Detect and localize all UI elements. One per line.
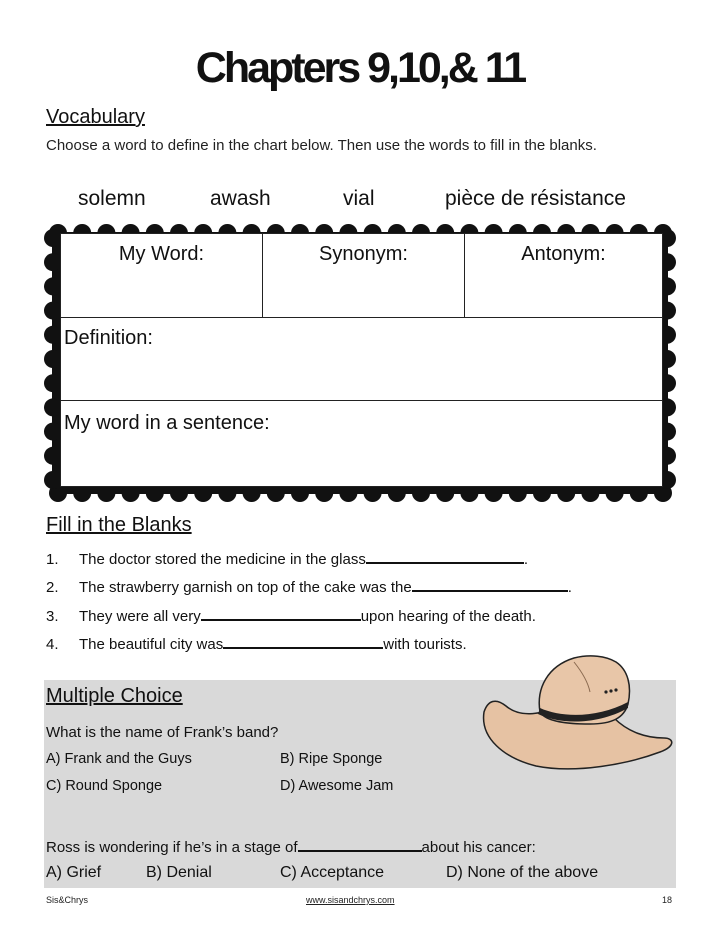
mc-option: D) Awesome Jam xyxy=(280,778,394,794)
mc-question-1: What is the name of Frank’s band? xyxy=(46,724,279,741)
vocab-word: solemn xyxy=(78,187,146,210)
multiple-choice-heading: Multiple Choice xyxy=(46,685,183,707)
mc-option: B) Ripe Sponge xyxy=(280,751,383,767)
footer-left: Sis&Chrys xyxy=(46,895,89,905)
vocab-word: pièce de résistance xyxy=(445,187,626,210)
mc-option: C) Round Sponge xyxy=(46,778,163,794)
answer-blank xyxy=(298,836,422,852)
footer-website-link[interactable]: www.sisandchrys.com xyxy=(306,895,395,905)
mc-option: B) Denial xyxy=(146,864,212,881)
vocab-word: awash xyxy=(210,187,271,210)
answer-blank xyxy=(412,576,568,592)
page-number: 18 xyxy=(662,895,673,905)
fill-blank-item: 2. The strawberry garnish on top of the cake was the . xyxy=(46,576,572,596)
chart-sentence-label: My word in a sentence: xyxy=(64,412,270,434)
mc-option: C) Acceptance xyxy=(280,864,385,881)
vocabulary-heading: Vocabulary xyxy=(46,106,145,128)
mc-question-2: Ross is wondering if he’s in a stage of about his cancer: xyxy=(46,836,536,856)
answer-blank xyxy=(366,548,524,564)
cowboy-hat-icon xyxy=(478,652,676,770)
chart-my-word-label: My Word: xyxy=(118,243,205,265)
answer-blank xyxy=(201,605,361,621)
fill-blank-item: 1. The doctor stored the medicine in the glass . xyxy=(46,548,528,568)
page-title: Chapters 9,10,& 11 xyxy=(195,44,525,92)
chart-synonym-label: Synonym: xyxy=(319,243,408,265)
fill-blanks-heading: Fill in the Blanks xyxy=(46,514,192,536)
vocab-word: vial xyxy=(343,187,375,210)
answer-blank xyxy=(223,633,383,649)
mc-option: D) None of the above xyxy=(446,864,599,881)
chart-antonym-label: Antonym: xyxy=(521,243,606,265)
mc-option: A) Grief xyxy=(46,864,102,881)
mc-option: A) Frank and the Guys xyxy=(46,751,192,767)
vocabulary-chart xyxy=(60,233,663,487)
fill-blank-item: 3. They were all very upon hearing of the death. xyxy=(46,605,536,625)
chart-definition-label: Definition: xyxy=(64,327,153,349)
fill-blank-item: 4. The beautiful city was with tourists. xyxy=(46,633,467,653)
vocabulary-instructions: Choose a word to define in the chart below. Then use the words to fill in the blanks. xyxy=(46,137,597,154)
